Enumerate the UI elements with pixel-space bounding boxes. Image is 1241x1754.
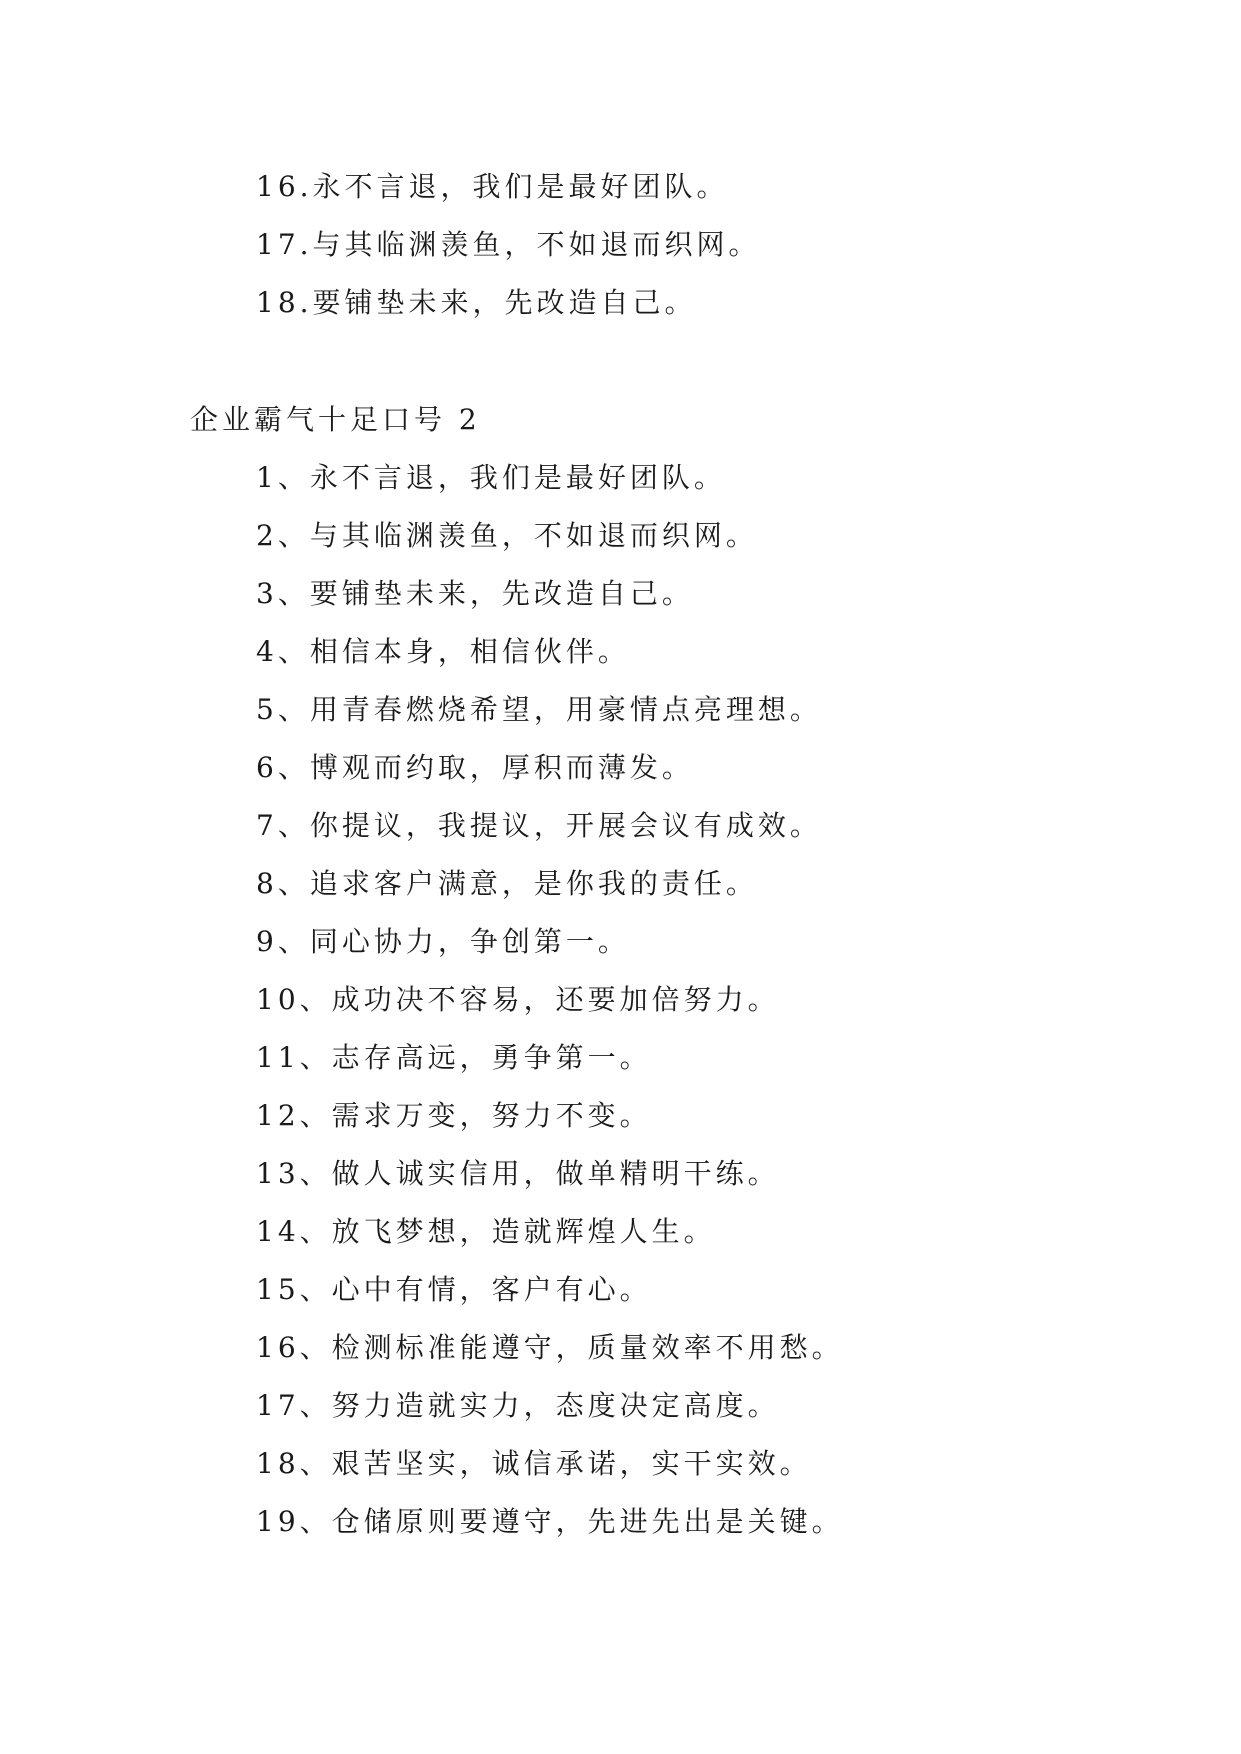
slogan-item-13: 13、做人诚实信用，做单精明干练。: [256, 1157, 780, 1190]
slogan-item-9: 9、同心协力，争创第一。: [256, 925, 630, 958]
slogan-item-14: 14、放飞梦想，造就辉煌人生。: [256, 1215, 716, 1248]
continued-item-16: 16.永不言退，我们是最好团队。: [256, 170, 729, 203]
slogan-item-15: 15、心中有情，客户有心。: [256, 1273, 652, 1306]
slogan-item-6: 6、博观而约取，厚积而薄发。: [256, 751, 694, 784]
slogan-item-16: 16、检测标准能遵守，质量效率不用愁。: [256, 1331, 844, 1364]
slogan-item-5: 5、用青春燃烧希望，用豪情点亮理想。: [256, 693, 822, 726]
continued-item-18: 18.要铺垫未来，先改造自己。: [256, 286, 697, 319]
slogan-item-19: 19、仓储原则要遵守，先进先出是关键。: [256, 1505, 844, 1538]
slogan-item-3: 3、要铺垫未来，先改造自己。: [256, 577, 694, 610]
slogan-item-17: 17、努力造就实力，态度决定高度。: [256, 1389, 780, 1422]
slogan-item-11: 11、志存高远，勇争第一。: [256, 1041, 652, 1074]
slogan-item-10: 10、成功决不容易，还要加倍努力。: [256, 983, 780, 1016]
slogan-item-7: 7、你提议，我提议，开展会议有成效。: [256, 809, 822, 842]
slogan-item-8: 8、追求客户满意，是你我的责任。: [256, 867, 758, 900]
slogan-item-18: 18、艰苦坚实，诚信承诺，实干实效。: [256, 1447, 812, 1480]
slogan-item-12: 12、需求万变，努力不变。: [256, 1099, 652, 1132]
slogan-item-2: 2、与其临渊羡鱼，不如退而织网。: [256, 519, 758, 552]
slogan-item-1: 1、永不言退，我们是最好团队。: [256, 461, 726, 494]
slogan-item-4: 4、相信本身，相信伙伴。: [256, 635, 630, 668]
continued-item-17: 17.与其临渊羡鱼，不如退而织网。: [256, 228, 761, 261]
section-heading: 企业霸气十足口号 2: [190, 403, 481, 436]
